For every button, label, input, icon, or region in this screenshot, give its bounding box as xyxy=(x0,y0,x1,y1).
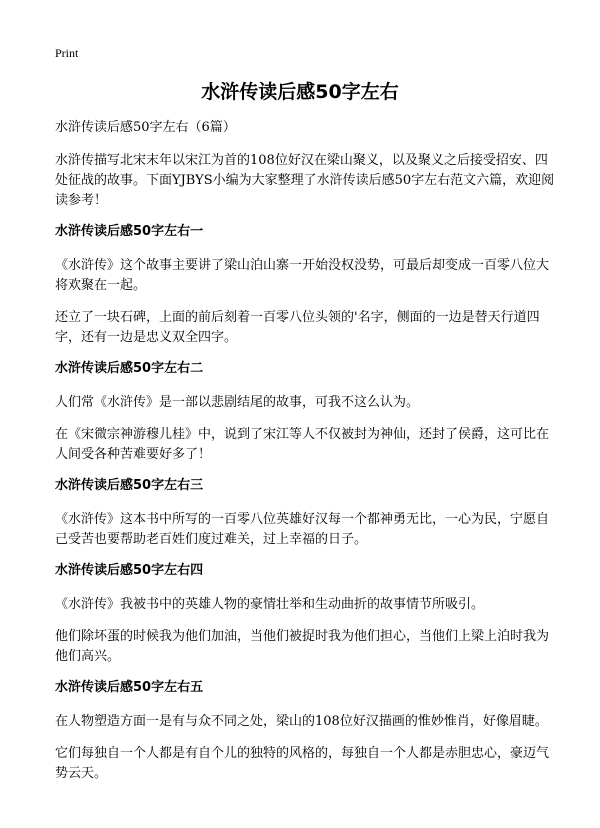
section-2-paragraph-1: 人们常《水浒传》是一部以悲剧结尾的故事，可我不这么认为。 xyxy=(55,395,420,410)
section-heading-1: 水浒传读后感50字左右一 xyxy=(55,224,204,239)
section-1-paragraph-2: 还立了一块石碑，上面的前后刻着一百零八位头领的'名字，侧面的一边是替天行道四字，还有一边是忠义双全四字。 xyxy=(55,310,540,345)
print-link[interactable]: Print xyxy=(55,46,79,60)
section-5-paragraph-2: 它们每独自一个人都是有自个儿的独特的风格的，每独自一个人都是赤胆忠心，豪迈气势云天。 xyxy=(55,746,550,781)
intro-paragraph: 水浒传描写北宋末年以宋江为首的108位好汉在梁山聚义，以及聚义之后接受招安、四处征战的故事。下面YJBYS小编为大家整理了水浒传读后感50字左右范文六篇，欢迎阅读参考！ xyxy=(55,153,555,208)
section-heading-2: 水浒传读后感50字左右二 xyxy=(55,361,204,376)
section-2-paragraph-2: 在《宋微宗神游穆儿桂》中，说到了宋江等人不仅被封为神仙，还封了侯爵，这可比在人间受各种苦难要好多了！ xyxy=(55,427,550,462)
section-4-paragraph-1: 《水浒传》我被书中的英雄人物的豪情壮举和生动曲折的故事情节所吸引。 xyxy=(55,597,485,612)
section-heading-5: 水浒传读后感50字左右五 xyxy=(55,680,204,695)
section-heading-4: 水浒传读后感50字左右四 xyxy=(55,563,204,578)
section-5-paragraph-1: 在人物塑造方面一是有与众不同之处，梁山的108位好汉描画的惟妙惟肖，好像眉睫。 xyxy=(55,714,548,729)
article-subtitle: 水浒传读后感50字左右（6篇） xyxy=(55,120,236,135)
page-title: 水浒传读后感50字左右 xyxy=(201,81,399,103)
section-4-paragraph-2: 他们除坏蛋的时候我为他们加油，当他们被捉时我为他们担心，当他们上梁上泊时我为他们高兴。 xyxy=(55,629,550,664)
article-body xyxy=(55,119,555,796)
section-1-paragraph-1: 《水浒传》这个故事主要讲了梁山泊山寨一开始没权没势，可最后却变成一百零八位大将欢聚在一起。 xyxy=(55,258,550,293)
section-3-paragraph-1: 《水浒传》这本书中所写的一百零八位英雄好汉每一个都神勇无比，一心为民，宁愿自己受苦也要帮助老百姓们度过难关，过上幸福的日子。 xyxy=(55,512,550,547)
section-heading-3: 水浒传读后感50字左右三 xyxy=(55,478,204,493)
